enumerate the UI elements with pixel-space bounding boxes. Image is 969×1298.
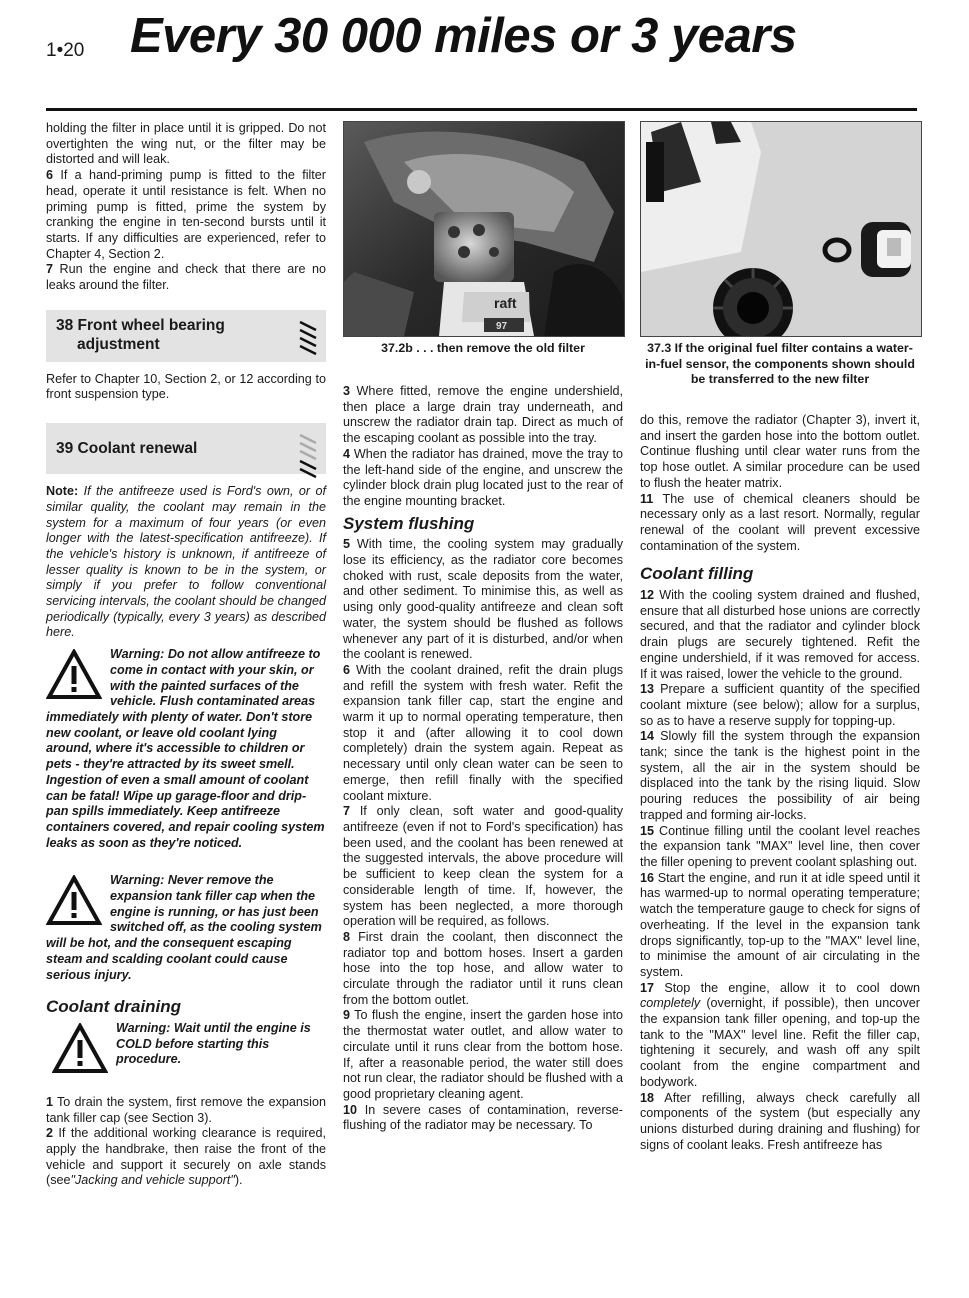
- page-number: 1•20: [46, 40, 85, 61]
- paragraph: 11 The use of chemical cleaners should be necessary only as a last resort. Normally, regular renewal of the coolant will prevent excessive contamination of the system.: [640, 491, 920, 553]
- paragraph: 6 With the coolant drained, refit the drain plugs and refill the system with fresh water. Refit the expansion tank filler cap, start the engine and warm it up to normal operating temperature, then stop it and (after allowing it to cool down completely) drain the system again. Repeat as necessary until only clean water can be seen to emerge, then refill finally with the specified coolant mixture.: [343, 662, 624, 803]
- photo-caption: 37.2b . . . then remove the old filter: [381, 341, 585, 355]
- paragraph: 7 If only clean, soft water and good-quality antifreeze (even if not to Ford's specification) has been used, and the coolant has been renewed at the suggested intervals, the above procedure will be sufficient to keep clean the system for a considerable length of time. If, however, the system has been neglected, a more thorough operation will be required, as follows.: [343, 804, 624, 929]
- photo-label-text: raft: [494, 295, 517, 311]
- paragraph: 16 Start the engine, and run it at idle speed until it has warmed-up to normal operating temperature; watch the temperature gauge to check for signs of overheating. If the level in the expansion tank drops significantly, top-up to the "MAX" level line, to minimise the amount of air circulating in the system.: [640, 870, 920, 979]
- warning-block: Warning: Never remove the expansion tank filler cap when the engine is running, or has just been switched off, as the cooling system will be hot, and the consequent escaping steam and scalding coolant could cause serious injury.: [46, 873, 322, 982]
- note-paragraph: Note: If the antifreeze used is Ford's own, or of similar quality, the coolant may remain in the system for a maximum of four years (or even longer with the latest-specification antifreeze). If the vehicle's history is unknown, if antifreeze of lesser quality is known to be in the system, or simply if you prefer to follow conventional servicing intervals, the coolant should be changed periodically (typically, every 3 years) as described here.: [46, 484, 327, 640]
- paragraph: 10 In severe cases of contamination, reverse-flushing of the radiator may be necessary. To: [343, 1102, 624, 1133]
- warning-block: Warning: Wait until the engine is COLD before starting this procedure.: [52, 1021, 326, 1077]
- difficulty-spanner-icon: [296, 429, 320, 481]
- paragraph: 8 First drain the coolant, then disconnect the radiator top and bottom hoses. Insert a garden hose into the top hose, and allow water to circulate through the radiator until it runs clean from the bottom outlet.: [343, 929, 623, 1007]
- paragraph: 12 With the cooling system drained and flushed, ensure that all disturbed hose unions are correctly secured, and that the radiator and cylinder block drain plugs are securely tightened. Refit the engine undershield, if it was removed for access. If it was raised, lower the vehicle to the ground.: [640, 588, 920, 681]
- photo-caption: 37.3 If the original fuel filter contains a water-in-fuel sensor, the components shown should be transferred to the new filter: [645, 341, 915, 386]
- paragraph: do this, remove the radiator (Chapter 3), invert it, and insert the garden hose into the bottom outlet. Continue flushing until clear water runs from the top hose outlet. A similar procedure can be used to flush the heater matrix.: [640, 413, 920, 490]
- photo-engine-fuel-filter: [343, 121, 625, 337]
- paragraph: 6 If a hand-priming pump is fitted to the filter head, operate it until resistance is felt. When no priming pump is fitted, prime the system by cranking the engine in ten-second bursts until it starts. If any difficulties are experienced, refer to Chapter 4, Section 2.: [46, 168, 326, 261]
- photo-fuel-filter-sensor: [640, 121, 922, 337]
- paragraph: 1 To drain the system, first remove the expansion tank filler cap (see Section 3).: [46, 1094, 326, 1125]
- paragraph: 7 Run the engine and check that there are no leaks around the filter.: [46, 262, 326, 293]
- warning-triangle-icon: [46, 875, 102, 927]
- paragraph: 9 To flush the engine, insert the garden hose into the thermostat water outlet, and allow water to circulate until it runs clear from the bottom hose. If, after a reasonable period, the water still does not run clear, the radiator should be flushed with a good proprietary cleaning agent.: [343, 1008, 623, 1101]
- header-rule: [46, 108, 917, 111]
- paragraph: holding the filter in place until it is gripped. Do not overtighten the wing nut, or the filter may be distorted and will leak.: [46, 121, 326, 167]
- subheading: Coolant filling: [640, 564, 754, 584]
- subheading: System flushing: [343, 513, 475, 533]
- section-heading-38: 38 Front wheel bearing adjustment: [46, 310, 326, 362]
- paragraph: Refer to Chapter 10, Section 2, or 12 according to front suspension type.: [46, 371, 326, 402]
- paragraph: 14 Slowly fill the system through the expansion tank; since the tank is the highest point in the system, all the air in the system should be displaced into the tank by the rising liquid. Slow pouring reduces the possibility of air being trapped and forming air-locks.: [640, 729, 921, 822]
- warning-triangle-icon: [46, 649, 102, 701]
- paragraph: 2 If the additional working clearance is required, apply the handbrake, then raise the front of the vehicle and support it securely on axle stands (see"Jacking and vehicle support").: [46, 1126, 327, 1188]
- paragraph: 17 Stop the engine, allow it to cool down completely (overnight, if possible), then uncover the expansion tank filler opening, and top-up the tank to the "MAX" level line. Refit the filler cap, tightening it securely, and wash off any spilt coolant from the engine compartment and bodywork.: [640, 980, 921, 1089]
- paragraph: 18 After refilling, always check carefully all components of the system (but especially any unions disturbed during draining and flushing) for signs of coolant leaks. Fresh antifreeze has: [640, 1090, 921, 1152]
- warning-triangle-icon: [52, 1023, 108, 1075]
- paragraph: 3 Where fitted, remove the engine undershield, then place a large drain tray underneath, and unscrew the radiator drain tap. Direct as much of the escaping coolant as possible into the tray.: [343, 384, 623, 446]
- warning-block: Warning: Do not allow antifreeze to come in contact with your skin, or with the painted surfaces of the vehicle. Flush contaminated areas immediately with plenty of water. Don't store new coolant, or leave old coolant lying around, where it's accessible to children or pets - they're attracted by its sweet smell. Ingestion of even a small amount of coolant can be fatal! Wipe up garage-floor and drip-pan spills immediately. Keep antifreeze containers covered, and repair cooling system leaks as soon as they're noticed.: [46, 647, 325, 850]
- subheading: Coolant draining: [46, 997, 182, 1017]
- section-heading-39: 39 Coolant renewal: [46, 423, 326, 474]
- photo-engine-image: [344, 122, 624, 336]
- difficulty-spanner-icon: [296, 316, 320, 360]
- column-left: [46, 121, 326, 1189]
- paragraph: 4 When the radiator has drained, move the tray to the left-hand side of the engine, and unscrew the cylinder block drain plug located just to the rear of the engine mounting bracket.: [343, 446, 623, 508]
- paragraph: 13 Prepare a sufficient quantity of the specified coolant mixture (see below); allow for a surplus, so as to have a reserve supply for topping-up.: [640, 682, 920, 728]
- photo-sensor-image: [641, 122, 921, 336]
- paragraph: 15 Continue filling until the coolant level reaches the expansion tank "MAX" level line, then cover the filler opening to prevent coolant splashing out.: [640, 823, 921, 869]
- photo-label-number: 97: [496, 321, 508, 332]
- paragraph: 5 With time, the cooling system may gradually lose its efficiency, as the radiator core becomes choked with rust, scale deposits from the water, and other sediment. To minimise this, as well as using only good-quality antifreeze and clean soft water, the system should be flushed as follows whenever any part of it is disturbed, and/or when the coolant is renewed.: [343, 537, 624, 662]
- page-title: Every 30 000 miles or 3 years: [130, 9, 797, 63]
